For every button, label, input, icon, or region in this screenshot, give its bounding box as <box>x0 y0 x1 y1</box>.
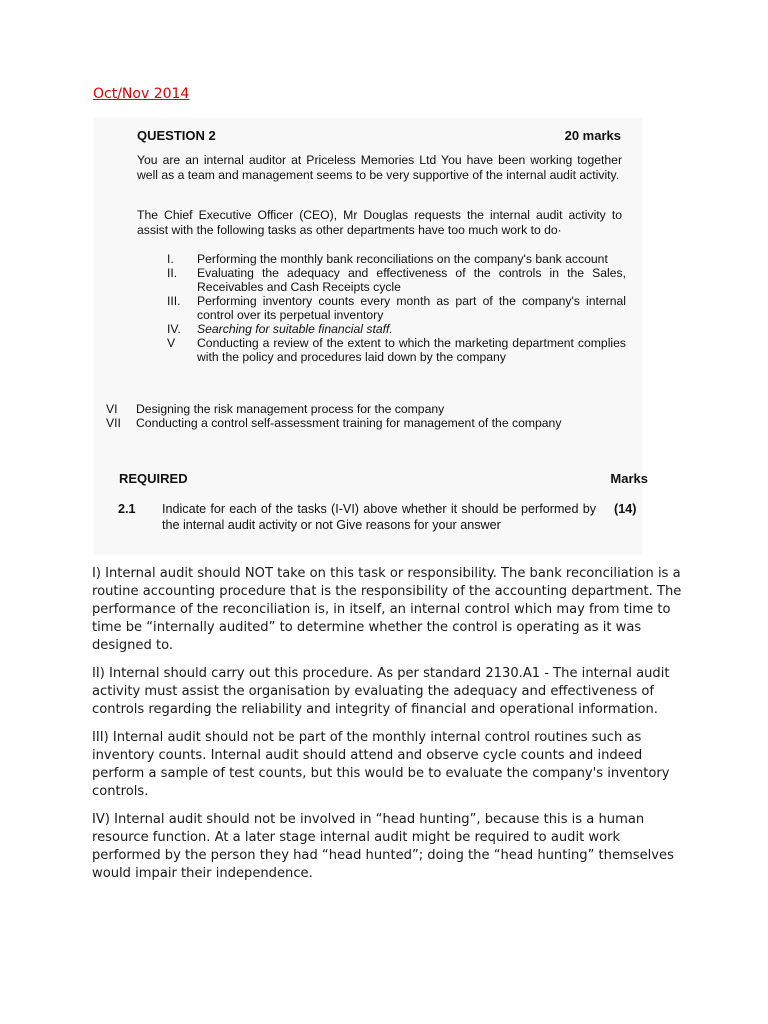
task-text: Conducting a control self-assessment training for management of the company <box>136 415 562 430</box>
part-marks: (14) <box>614 502 637 516</box>
answer-paragraph: II) Internal should carry out this procedure. As per standard 2130.A1 - The internal audit activity must assist the organisation by evaluating the adequacy and effectiveness of controls regarding the reliability and integrity of financial and operational information. <box>92 666 670 717</box>
task-number: V <box>167 336 176 350</box>
required-marks-label: Marks <box>610 471 648 486</box>
task-text: Designing the risk management process for the company <box>136 402 445 416</box>
task-number: II. <box>167 266 178 280</box>
task-list-extra <box>106 403 579 430</box>
task-number: IV. <box>167 322 181 336</box>
task-text: Performing inventory counts every month as part of the company's internal control over its perpetual inventory <box>197 294 626 322</box>
question-title: QUESTION 2 <box>137 128 216 143</box>
question-intro: You are an internal auditor at Priceless Memories Ltd You have been working together well as a team and management seems to be very supportive of the internal audit activity. <box>137 153 622 182</box>
answer-paragraph: I) Internal audit should NOT take on this task or responsibility. The bank reconciliation is a routine accounting procedure that is the responsibility of the accounting department. The performance of the reconciliation is, in itself, an internal control which may from time to time be “internally audited” to determine whether the control is operating as it was designed to. <box>92 566 682 653</box>
answers-section <box>92 565 682 893</box>
part-text: Indicate for each of the tasks (I-VI) above whether it should be performed by the internal audit activity or not Give reasons for your answer <box>162 502 596 532</box>
date-heading: Oct/Nov 2014 <box>93 86 190 102</box>
task-text: Evaluating the adequacy and effectiveness of the controls in the Sales, Receivables and Cash Receipts cycle <box>197 266 626 294</box>
answer-paragraph: IV) Internal audit should not be involved in “head hunting”, because this is a human resource function. At a later stage internal audit might be required to audit work performed by the person they had “head hunted”; doing the “head hunting” themselves would impair their independence. <box>92 812 674 881</box>
task-item <box>106 417 579 431</box>
question-request: The Chief Executive Officer (CEO), Mr Douglas requests the internal audit activity to assist with the following tasks as other departments have too much work to do· <box>137 208 622 237</box>
required-label: REQUIRED <box>119 471 188 486</box>
task-number: VII <box>106 415 121 430</box>
task-item <box>167 322 626 336</box>
task-item <box>167 294 626 322</box>
task-text: Performing the monthly bank reconciliations on the company's bank account <box>197 252 608 266</box>
task-number: VI <box>106 402 118 416</box>
task-text: Conducting a review of the extent to which the marketing department complies with the policy and procedures laid down by the company <box>197 336 626 364</box>
task-text: Searching for suitable financial staff. <box>197 322 393 336</box>
task-number: III. <box>167 294 181 308</box>
task-list <box>167 252 626 364</box>
task-item <box>167 336 626 364</box>
question-marks: 20 marks <box>564 128 621 143</box>
question-header <box>137 128 621 143</box>
task-item <box>106 403 579 417</box>
required-header <box>119 471 648 486</box>
scanned-question-image <box>94 118 648 555</box>
question-part <box>118 501 650 533</box>
answer-paragraph: III) Internal audit should not be part of the monthly internal control routines such as inventory counts. Internal audit should attend and observe cycle counts and indeed perform a sample of test counts, but this would be to evaluate the company's inventory controls. <box>92 730 670 799</box>
task-item <box>167 252 626 266</box>
part-number: 2.1 <box>118 502 136 516</box>
task-item <box>167 266 626 294</box>
task-number: I. <box>167 252 174 266</box>
